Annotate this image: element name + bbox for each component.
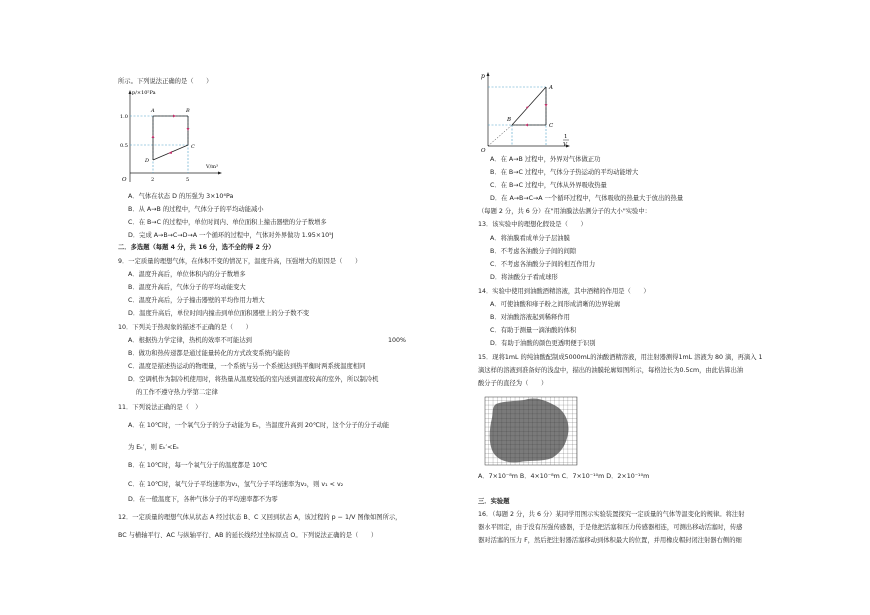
group-intro: （每题 2 分，共 6 分）在"用油膜法估测分子的大小"实验中： <box>478 208 651 215</box>
x-tick-label: 2 <box>151 177 155 183</box>
point-label: C <box>191 144 195 150</box>
option-d: D．在 A→B→C→A 一个循环过程中，气体吸收的热量大于放出的热量 <box>490 195 684 202</box>
option-d-continued: 的工作不遵守热力学第二定律 <box>136 389 218 396</box>
option-b: B．在 B→C 过程中，气体分子热运动的平均动能增大 <box>490 169 639 176</box>
percent-value: 100% <box>388 337 407 344</box>
question-stem-continued: 酸分子的直径为（ ） <box>478 380 548 387</box>
option-a: A．可使油酸和痱子粉之间形成清晰的边界轮廓 <box>490 301 621 308</box>
option-c: C．温度是描述热运动的物理量，一个系统与另一个系统达到热平衡时两系统温度相同 <box>128 363 366 370</box>
point-label: D <box>145 158 150 164</box>
question-stem: 9．一定质量的理想气体，在体积不变的情况下，温度升高，压强增大的原因是（ ） <box>118 258 362 265</box>
y-tick-label: 0.5 <box>120 143 128 149</box>
question-stem: 11．下列说法正确的是（ ） <box>118 404 202 411</box>
option-a: A．在 A→B 过程中，外界对气体做正功 <box>490 156 601 163</box>
option-a: A．在 10℃时，一个氧气分子的分子动能为 Eₖ，当温度升高到 20℃时，这个分子的分子动能 <box>128 422 390 429</box>
question-intro: 所示。下列说法正确的是（ ） <box>118 78 213 85</box>
option-a-continued: 为 Eₖ′，则 Eₖ′<Eₖ <box>128 444 180 451</box>
y-axis-label: p <box>481 73 485 80</box>
question-stem: 14．实验中使用到油酸酒精溶液，其中酒精的作用是（ ） <box>478 288 650 295</box>
question-stem: 15．现将1mL 的纯油酸配制成5000mL的油酸酒精溶液，用注射器测得1mL 溶液为 80 滴，再滴入 1 <box>478 354 763 361</box>
point-label: A <box>549 85 553 91</box>
section-heading: 二．多选题（每题 4 分，共 16 分，选不全的得 2 分） <box>118 244 275 251</box>
x-axis-denominator: V <box>563 142 567 148</box>
option-c: C．在 B→C 过程中，气体从外界吸收热量 <box>490 182 607 189</box>
x-tick-label: 5 <box>186 177 190 183</box>
option-b: B．从 A→B 的过程中，气体分子的平均动能减小 <box>128 206 264 213</box>
point-label: C <box>549 123 554 129</box>
option-d: D．将油酸分子看成球形 <box>490 274 558 281</box>
origin-label: O <box>122 177 127 183</box>
y-tick-label: 1.0 <box>120 114 128 120</box>
origin-label: O <box>481 148 486 152</box>
p-inverse-v-graph <box>478 70 578 152</box>
question-stem: 10．下列关于热现象的描述不正确的是（ ） <box>118 324 252 331</box>
option-d: D．温度升高后，单位时间内撞击到单位面积器壁上的分子数不变 <box>128 310 310 317</box>
option-a: A．气体在状态 D 的压强为 3×10⁴Pa <box>128 193 234 200</box>
question-stem-continued: 滴这样的溶液到准备好的浅盘中，描出的油膜轮廓如图所示，每格边长为0.5cm，由此估算出油 <box>478 367 744 374</box>
question-stem-continued: 器对活塞的压力 F，然后把注射器活塞移动到体积最大的位置，并用橡皮帽封闭注射器右侧的细 <box>478 537 742 544</box>
y-axis-label: p/×10⁵Pa <box>132 90 156 96</box>
question-stem: 13．该实验中的理想化假设是（ ） <box>478 221 587 228</box>
point-label: B <box>186 108 190 114</box>
option-b: B．在 10℃时，每一个氧气分子的温度都是 10℃ <box>128 462 268 469</box>
option-b: B．对油酸溶液起到稀释作用 <box>490 314 570 321</box>
question-stem-continued: BC 与横轴平行、AC 与纵轴平行、AB 的延长线经过坐标原点 O。下列说法正确的是（ ） <box>118 532 378 539</box>
option-d: D．在一般温度下，各种气体分子的平均速率都不为零 <box>128 496 278 503</box>
p-v-graph <box>118 88 228 188</box>
option-b: B．做功和热传递都是通过能量转化的方式改变系统内能的 <box>128 350 290 357</box>
option-c: C．在 10℃时，氧气分子平均速率为v₁，氢气分子平均速率为v₂，则 v₁ < v₂ <box>128 481 344 488</box>
option-d: D．有助于油酸的颜色更透明便于识别 <box>490 340 596 347</box>
option-a: A．根据热力学定律，热机的效率不可能达到 <box>128 337 252 344</box>
option-b: B．不考虑各油酸分子间的间隙 <box>490 248 577 255</box>
x-axis-numerator: 1 <box>564 134 568 140</box>
question-stem-continued: 器水平固定，由于没有压强传感器，于是他把活塞和压力传感器相连，可测出移动活塞时，传感 <box>478 524 743 531</box>
options-row: A．7×10⁻⁸m B．4×10⁻⁸m C．7×10⁻¹⁰m D．2×10⁻¹⁰m <box>478 473 650 480</box>
question-stem: 16．（每题 2 分，共 6 分）某同学用图示实验装置探究一定质量的气体等温变化的规律。将注射 <box>478 511 745 518</box>
oil-film-grid <box>484 396 580 468</box>
option-c: C．不考虑各油酸分子间的相互作用力 <box>490 261 596 268</box>
option-c: C．有助于测量一滴油酸的体积 <box>490 327 577 334</box>
point-label: B <box>507 117 512 123</box>
point-label: A <box>151 108 155 114</box>
option-c: C．在 B→C 的过程中，单位时间内、单位面积上撞击器壁的分子数增多 <box>128 219 327 226</box>
option-d: D．完成 A→B→C→D→A 一个循环的过程中，气体对外界做功 1.95×10⁵J <box>128 232 334 239</box>
option-d: D．空调机作为制冷机使用时，将热量从温度较低的室内送到温度较高的室外，所以制冷机 <box>128 376 379 383</box>
option-c: C．温度升高后，分子撞击器壁的平均作用力增大 <box>128 297 265 304</box>
question-stem: 12．一定质量的理想气体从状态 A 经过状态 B、C 又回到状态 A，该过程的 p − 1/V 图像如图所示， <box>118 514 402 521</box>
option-a: A．将油膜看成单分子层油膜 <box>490 235 570 242</box>
option-b: B．温度升高后，气体分子的平均动能变大 <box>128 284 246 291</box>
section-heading: 三．实验题 <box>478 498 510 505</box>
x-axis-label: V/m³ <box>206 164 219 170</box>
option-a: A．温度升高后，单位体积内的分子数增多 <box>128 271 246 278</box>
